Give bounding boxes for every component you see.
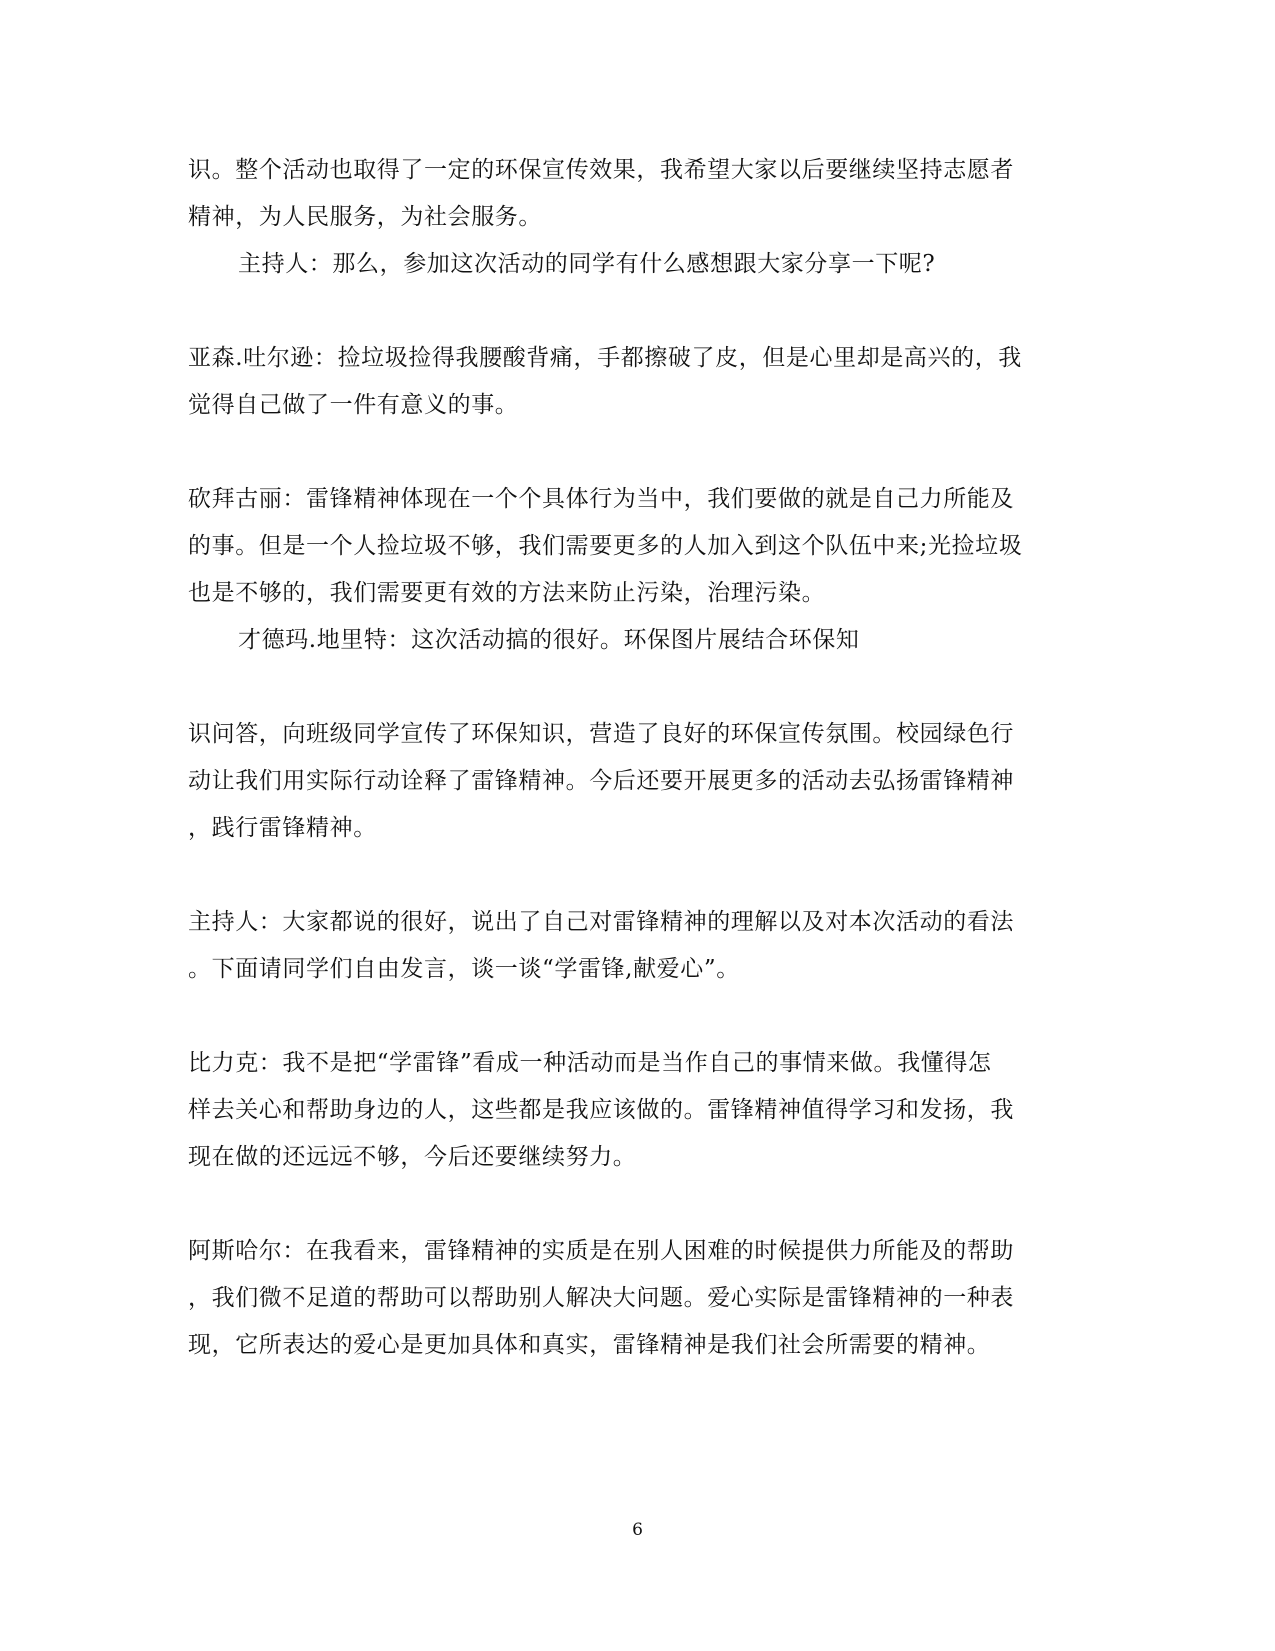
text-line: 也是不够的，我们需要更有效的方法来防止污染，治理污染。 bbox=[188, 580, 826, 606]
text-line: 现，它所表达的爱心是更加具体和真实，雷锋精神是我们社会所需要的精神。 bbox=[188, 1332, 991, 1358]
text-line: 阿斯哈尔：在我看来，雷锋精神的实质是在别人困难的时候提供力所能及的帮助 bbox=[188, 1238, 1014, 1264]
text-line: 亚森.吐尔逊：捡垃圾捡得我腰酸背痛，手都擦破了皮，但是心里却是高兴的，我 bbox=[188, 345, 1022, 371]
text-line: ，我们微不足道的帮助可以帮助别人解决大问题。爱心实际是雷锋精神的一种表 bbox=[188, 1285, 1014, 1311]
text-line: 觉得自己做了一件有意义的事。 bbox=[188, 392, 519, 418]
text-line: 主持人：大家都说的很好，说出了自己对雷锋精神的理解以及对本次活动的看法 bbox=[188, 909, 1014, 935]
text-line: ，践行雷锋精神。 bbox=[188, 815, 377, 841]
text-line: 才德玛.地里特：这次活动搞的很好。环保图片展结合环保知 bbox=[238, 627, 860, 653]
text-line: 。下面请同学们自由发言，谈一谈“学雷锋,献爱心”。 bbox=[188, 956, 740, 982]
text-line: 砍拜古丽：雷锋精神体现在一个个具体行为当中，我们要做的就是自己力所能及 bbox=[188, 486, 1014, 512]
text-line: 样去关心和帮助身边的人，这些都是我应该做的。雷锋精神值得学习和发扬，我 bbox=[188, 1097, 1014, 1123]
text-line: 现在做的还远远不够，今后还要继续努力。 bbox=[188, 1144, 637, 1170]
page-number: 6 bbox=[632, 1520, 643, 1540]
text-line: 动让我们用实际行动诠释了雷锋精神。今后还要开展更多的活动去弘扬雷锋精神 bbox=[188, 768, 1014, 794]
text-line: 的事。但是一个人捡垃圾不够，我们需要更多的人加入到这个队伍中来;光捡垃圾 bbox=[188, 533, 1023, 559]
text-line: 主持人：那么，参加这次活动的同学有什么感想跟大家分享一下呢? bbox=[238, 251, 936, 277]
text-line: 识。整个活动也取得了一定的环保宣传效果，我希望大家以后要继续坚持志愿者 bbox=[188, 157, 1014, 183]
text-line: 比力克：我不是把“学雷锋”看成一种活动而是当作自己的事情来做。我懂得怎 bbox=[188, 1050, 992, 1076]
text-line: 精神，为人民服务，为社会服务。 bbox=[188, 204, 542, 230]
text-line: 识问答，向班级同学宣传了环保知识，营造了良好的环保宣传氛围。校园绿色行 bbox=[188, 721, 1014, 747]
